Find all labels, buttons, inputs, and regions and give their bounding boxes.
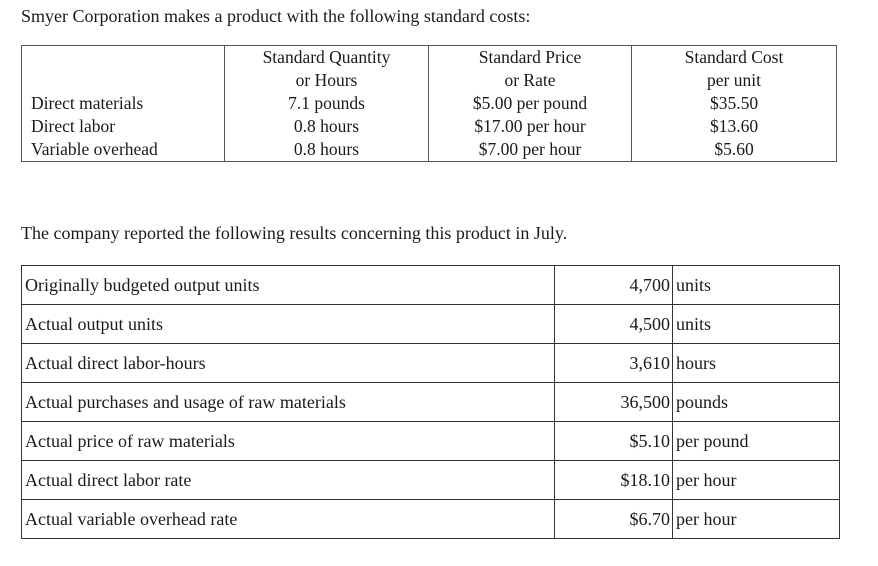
result-unit: pounds — [673, 383, 840, 422]
result-unit: units — [673, 305, 840, 344]
row-label: Direct materials — [22, 92, 225, 115]
result-value: $5.10 — [555, 422, 673, 461]
standard-cost-cell: $13.60 — [632, 115, 837, 138]
table-row — [22, 344, 840, 383]
header-price-line2: or Rate — [504, 70, 556, 90]
table-row — [22, 461, 840, 500]
result-value: 4,500 — [555, 305, 673, 344]
header-quantity-line2: or Hours — [295, 70, 358, 90]
table-row — [22, 383, 840, 422]
standard-price-cell: $5.00 per pound — [429, 92, 632, 115]
header-quantity-line1: Standard Quantity — [262, 47, 391, 67]
result-value: 36,500 — [555, 383, 673, 422]
standard-costs-table — [21, 45, 837, 162]
standard-price-cell: $7.00 per hour — [429, 138, 632, 162]
table-row — [22, 500, 840, 539]
result-unit: hours — [673, 344, 840, 383]
result-label: Actual purchases and usage of raw materials — [22, 383, 555, 422]
header-standard-price — [429, 46, 632, 93]
standard-quantity-cell: 0.8 hours — [225, 138, 429, 162]
table-row — [22, 138, 837, 162]
result-label: Originally budgeted output units — [22, 266, 555, 305]
standard-quantity-cell: 7.1 pounds — [225, 92, 429, 115]
result-label: Actual price of raw materials — [22, 422, 555, 461]
result-unit: per pound — [673, 422, 840, 461]
result-value: 4,700 — [555, 266, 673, 305]
result-unit: per hour — [673, 461, 840, 500]
intro-text: Smyer Corporation makes a product with the following standard costs: — [21, 6, 531, 26]
table-row — [22, 115, 837, 138]
header-cost-line2: per unit — [707, 70, 761, 90]
table-row — [22, 422, 840, 461]
header-standard-cost — [632, 46, 837, 93]
header-empty — [22, 46, 225, 93]
result-unit: units — [673, 266, 840, 305]
row-label: Direct labor — [22, 115, 225, 138]
result-label: Actual direct labor-hours — [22, 344, 555, 383]
standard-price-cell: $17.00 per hour — [429, 115, 632, 138]
result-value: $18.10 — [555, 461, 673, 500]
header-cost-line1: Standard Cost — [684, 47, 784, 67]
result-label: Actual direct labor rate — [22, 461, 555, 500]
july-results-table — [21, 265, 840, 539]
header-price-line1: Standard Price — [478, 47, 582, 67]
result-label: Actual output units — [22, 305, 555, 344]
results-intro-text: The company reported the following results concerning this product in July. — [21, 223, 568, 243]
standard-quantity-cell: 0.8 hours — [225, 115, 429, 138]
result-unit: per hour — [673, 500, 840, 539]
table-row — [22, 92, 837, 115]
row-label: Variable overhead — [22, 138, 225, 162]
header-standard-quantity — [225, 46, 429, 93]
standard-costs-header-row — [22, 46, 837, 93]
result-value: 3,610 — [555, 344, 673, 383]
table-row — [22, 266, 840, 305]
standard-cost-cell: $5.60 — [632, 138, 837, 162]
result-value: $6.70 — [555, 500, 673, 539]
table-row — [22, 305, 840, 344]
result-label: Actual variable overhead rate — [22, 500, 555, 539]
standard-cost-cell: $35.50 — [632, 92, 837, 115]
